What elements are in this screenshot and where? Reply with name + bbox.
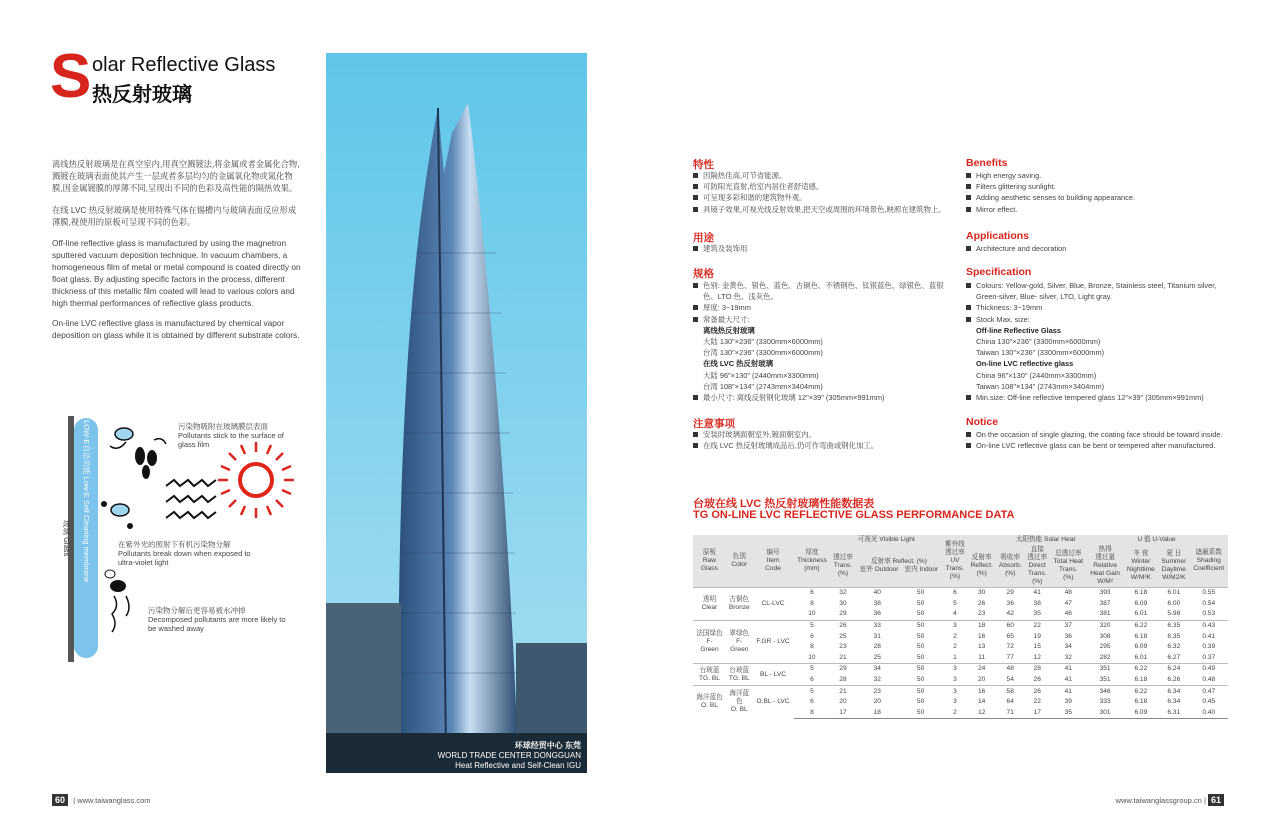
table-cell: 320 — [1087, 620, 1124, 631]
list-item: 台湾 108"×134" (2743mm×3404mm) — [703, 381, 823, 391]
table-cell: 8 — [810, 643, 814, 651]
self-cleaning-membrane-label: LOW-E自洁功能 Low-E Self Cleaning membrane — [82, 420, 91, 583]
list-item: On-line LVC reflective glass can be bent or tempered after manufactured. — [966, 440, 1228, 451]
table-cell: 21 — [839, 653, 847, 661]
table-cell: 14 — [978, 698, 986, 706]
table-cell: 50 — [916, 653, 925, 661]
table-cell: 77 — [1006, 653, 1014, 661]
table-cell: 50 — [916, 698, 925, 706]
table-cell: 6.35 — [1167, 632, 1181, 640]
col-header: 室外 Outdoor — [859, 566, 899, 573]
table-cell: 3 — [942, 664, 967, 675]
col-header: 热得 透过量 Relative Heat Gain W/M² — [1087, 545, 1124, 588]
table-cell: 0.39 — [1202, 643, 1216, 651]
table-cell: 13 — [978, 643, 986, 651]
table-cell: 301 — [1087, 708, 1124, 719]
col-header: 反射率 Reflect. (%) — [968, 545, 996, 588]
table-cell: 22 — [1025, 620, 1050, 631]
table-cell: 5 — [794, 686, 831, 697]
intro-paragraph-en-2: On-line LVC reflective glass is manufactured by chemical vapor deposition on glass while it is obtained by different substrate colors. — [52, 318, 300, 340]
table-cell: 50 — [899, 664, 942, 675]
table-body — [693, 588, 1228, 719]
list-item: 离线热反射玻璃 — [703, 325, 755, 335]
table-cell: 42 — [1006, 610, 1014, 618]
table-title-en: TG ON-LINE LVC REFLECTIVE GLASS PERFORMANCE DATA — [693, 509, 1015, 521]
table-cell: 17 — [1025, 708, 1050, 719]
table-cell: 2 — [953, 643, 957, 651]
table-cell: 40 — [856, 588, 899, 599]
table-cell: 31 — [873, 632, 881, 640]
self-cleaning-diagram — [62, 410, 306, 670]
col-header: 厚度 Thickness (mm) — [794, 535, 831, 588]
table-cell: 50 — [916, 599, 925, 607]
page-number-left: 60 — [52, 794, 68, 806]
col-header: 透过率 Trans. (%) — [830, 545, 855, 588]
table-cell: 26 — [1025, 686, 1050, 697]
benefits-heading-en: Benefits — [966, 157, 1008, 169]
list-item: 可防阳光直射,给室内居住者舒适感。 — [693, 181, 958, 192]
spec-heading-en: Specification — [966, 266, 1032, 278]
table-cell: 5 — [953, 599, 957, 607]
list-item: Adding aesthetic senses to building appearance. — [966, 192, 1228, 203]
table-cell: 6.22 — [1124, 664, 1159, 675]
table-cell: 23 — [839, 643, 847, 651]
table-row — [693, 686, 1228, 697]
features-list-cn — [693, 170, 958, 215]
table-cell: 6.26 — [1167, 676, 1181, 684]
table-cell: 6.09 — [1134, 643, 1148, 651]
table-cell: 6.34 — [1167, 698, 1181, 706]
table-cell: 0.37 — [1202, 653, 1216, 661]
table-cell: 6.18 — [1124, 588, 1159, 599]
table-cell: 295 — [1099, 643, 1111, 651]
table-cell: 16 — [968, 686, 996, 697]
applications-list-cn — [693, 243, 958, 254]
table-cell: 16 — [978, 632, 986, 640]
table-cell: 3 — [953, 698, 957, 706]
performance-table — [693, 535, 1228, 719]
table-cell: 71 — [996, 708, 1025, 719]
table-cell: 1 — [953, 653, 957, 661]
table-cell: 12 — [1033, 653, 1041, 661]
list-item: Off-line Reflective Glass — [976, 325, 1062, 335]
table-cell: 4 — [953, 610, 957, 618]
table-cell: 26 — [1033, 676, 1041, 684]
table-cell: 65 — [1006, 632, 1014, 640]
table-cell: 351 — [1087, 664, 1124, 675]
tower-illustration — [326, 53, 587, 773]
table-cell: 26 — [978, 599, 986, 607]
building-photo — [326, 53, 587, 773]
table-cell: 39 — [1064, 698, 1072, 706]
table-cell: 50 — [899, 708, 942, 719]
group-raw-cell: 台玻蓝 TG. BL — [693, 664, 726, 686]
table-cell: 20 — [978, 676, 986, 684]
list-item: 具镜子效果,可视光线反射效果,把天空或周围的环境景色,映照在建筑物上。 — [693, 204, 958, 215]
list-item: Architecture and decoration — [966, 243, 1228, 254]
col-header: 原板 Raw Glass — [693, 535, 726, 588]
intro-paragraph-cn-1: 离线热反射玻璃是在真空室内,用真空溅镀法,将金属或者金属化合物,溅镀在玻璃表面使其产生一层或者多层均匀的金属氧化物或氮化物膜,因金属镀膜的厚薄不同,呈现出不同的色彩及高性能的隔热效果。 — [52, 159, 300, 193]
list-item: On the occasion of single glazing, the coating face should be toward inside. — [966, 429, 1228, 440]
water-drop-icon — [105, 570, 129, 632]
list-item: 建筑及装饰用 — [693, 243, 958, 254]
table-cell: 29 — [830, 664, 855, 675]
table-cell: 8 — [794, 708, 831, 719]
group-code-cell: CL-LVC — [753, 588, 794, 621]
table-cell: 37 — [1050, 620, 1087, 631]
table-cell: 17 — [830, 708, 855, 719]
table-cell: 20 — [839, 698, 847, 706]
list-item: 厚度: 3~19mm — [693, 302, 955, 313]
table-cell: 381 — [1099, 610, 1111, 618]
decomposing-pollutant-icon — [101, 501, 133, 529]
table-cell: 35 — [1033, 610, 1041, 618]
spec-list-cn — [693, 280, 955, 403]
table-cell: 38 — [1033, 599, 1041, 607]
table-cell: 6 — [794, 588, 831, 599]
list-item: Filters glittering sunlight. — [966, 181, 1228, 192]
table-cell: 3 — [942, 686, 967, 697]
col-header: 吸收率 Absorb. (%) — [996, 545, 1025, 588]
table-cell: 6.18 — [1134, 698, 1148, 706]
list-item: 台湾 130"×236" (3300mm×6000mm) — [703, 348, 823, 358]
table-cell: 50 — [916, 643, 925, 651]
table-cell: 48 — [996, 664, 1025, 675]
intro-paragraph-en-1: Off-line reflective glass is manufactured by using the magnetron sputtered vacuum deposition technique. In vacuum chambers, a homogeneous film of metal or metal compound is coated directly on float glass. By adjusting specific factors in the process, different thickness of this metallic film coated will lead to various colors and high thermal performances of reflective glass products. — [52, 238, 301, 308]
footer-right: www.taiwanglassgroup.cn | 61 — [1116, 795, 1224, 805]
group-header-visible: 可视光 Visible Light — [830, 535, 942, 545]
table-cell: 6.18 — [1134, 676, 1148, 684]
group-code-cell: F.GR - LVC — [753, 620, 794, 663]
table-cell: 351 — [1099, 676, 1111, 684]
group-raw-cell: 海洋蓝色 O. BL — [693, 686, 726, 719]
table-cell: 0.41 — [1202, 632, 1216, 640]
table-cell: 2 — [942, 708, 967, 719]
uv-rays-icon — [166, 480, 216, 518]
notice-heading-en: Notice — [966, 416, 999, 428]
notice-list-cn — [693, 429, 958, 451]
table-cell: 6.34 — [1158, 686, 1189, 697]
table-cell: 346 — [1087, 686, 1124, 697]
table-cell: 5 — [794, 620, 831, 631]
list-item: 色别: 金黄色、银色、蓝色、古铜色、不锈钢色、钛银蓝色、绿银色、蓝银色、LTO 色、浅灰色。 — [693, 280, 955, 302]
group-color-cell: 古铜色 Bronze — [726, 588, 753, 621]
table-cell: 0.54 — [1202, 599, 1216, 607]
list-item: 常备最大尺寸: — [693, 314, 955, 325]
spec-list-en — [966, 280, 1228, 403]
table-cell: 393 — [1087, 588, 1124, 599]
sun-icon — [218, 442, 294, 518]
table-cell: 32 — [1064, 653, 1072, 661]
table-cell: 308 — [1099, 632, 1111, 640]
table-cell: 41 — [1050, 664, 1087, 675]
table-cell: 41 — [1025, 588, 1050, 599]
table-cell: 36 — [1006, 599, 1014, 607]
table-cell: 32 — [873, 676, 881, 684]
table-cell: 0.43 — [1189, 620, 1228, 631]
table-cell: 54 — [1006, 676, 1014, 684]
table-cell: 8 — [810, 599, 814, 607]
list-item: China 96"×130" (2440mm×3300mm) — [976, 370, 1097, 380]
list-item: Thickness: 3~19mm — [966, 302, 1228, 313]
table-cell: 6.27 — [1167, 653, 1181, 661]
footer-left: 60 | www.taiwanglass.com — [52, 795, 151, 805]
group-color-cell: 台玻蓝 TG. BL — [726, 664, 753, 686]
group-raw-cell: 法国绿色 F- Green — [693, 620, 726, 663]
list-item: 安装时玻璃面朝室外,镀面朝室内。 — [693, 429, 958, 440]
table-cell: 50 — [899, 686, 942, 697]
table-cell: 46 — [1064, 610, 1072, 618]
applications-heading-cn: 用途 — [693, 232, 714, 244]
table-cell: 72 — [1006, 643, 1014, 651]
table-cell: 34 — [856, 664, 899, 675]
list-item: Colours: Yellow-gold, Silver, Blue, Bronze, Stainless steel, Titanium silver, Green-silver, Blue- silver, LTO, Light gray. — [966, 280, 1228, 302]
table-cell: 29 — [996, 588, 1025, 599]
photo-caption-sub: Heat Reflective and Self-Clean IGU — [455, 761, 581, 770]
list-item: China 130"×236" (3300mm×6000mm) — [976, 337, 1101, 347]
list-item: On-line LVC reflective glass — [976, 359, 1074, 369]
table-cell: 23 — [978, 610, 986, 618]
subgroup-header-reflect — [856, 545, 943, 588]
table-cell: 28 — [839, 676, 847, 684]
table-cell: 6.22 — [1124, 620, 1159, 631]
table-cell: 3 — [942, 620, 967, 631]
table-cell: 25 — [839, 632, 847, 640]
group-color-cell: 海洋蓝 色 O. BL — [726, 686, 753, 719]
table-cell: 28 — [873, 643, 881, 651]
footer-url-right[interactable]: www.taiwanglassgroup.cn — [1115, 796, 1202, 805]
table-cell: 50 — [916, 676, 925, 684]
table-cell: 36 — [1064, 632, 1072, 640]
table-cell: 2 — [953, 632, 957, 640]
list-item: 大陆 96"×130" (2440mm×3300mm) — [703, 370, 819, 380]
table-cell: 0.48 — [1202, 676, 1216, 684]
col-header: 冬 夜 Winter Nighttime W/M²K — [1124, 545, 1159, 588]
table-cell: 0.45 — [1202, 698, 1216, 706]
list-item: Mirror effect. — [966, 204, 1228, 215]
table-cell: 0.47 — [1189, 686, 1228, 697]
table-cell: 6.00 — [1167, 599, 1181, 607]
list-item: 因隔热佳高,可节省能源。 — [693, 170, 958, 181]
table-cell: 50 — [916, 610, 925, 618]
intro-paragraph-cn-2: 在线 LVC 热反射玻璃是使用特殊气体在锡槽内与玻璃表面反应形成薄膜,视使用的原板可呈现不同的色彩。 — [52, 205, 297, 227]
table-cell: 6.18 — [1134, 632, 1148, 640]
list-item: Taiwan 108"×134" (2743mm×3404mm) — [976, 381, 1105, 391]
table-cell: 29 — [839, 610, 847, 618]
table-cell: 21 — [830, 686, 855, 697]
col-header: 直接 透过率 Direct Trans. (%) — [1025, 545, 1050, 588]
glass-label: 玻璃 Glass — [62, 520, 71, 557]
applications-list-en — [966, 243, 1228, 254]
table-cell: 32 — [830, 588, 855, 599]
table-cell: 48 — [1050, 588, 1087, 599]
table-cell: 58 — [996, 686, 1025, 697]
table-cell: 333 — [1099, 698, 1111, 706]
photo-caption-cn: 环球经贸中心 东莞 — [514, 741, 581, 750]
table-cell: 6 — [810, 632, 814, 640]
table-row — [693, 664, 1228, 675]
list-item: Taiwan 130"×236" (3300mm×6000mm) — [976, 348, 1105, 358]
step1-label-en: Pollutants stick to the surface of glass film — [178, 431, 284, 449]
table-cell: 30 — [968, 588, 996, 599]
applications-heading-en: Applications — [966, 230, 1030, 242]
list-item: High energy saving. — [966, 170, 1228, 181]
table-row — [693, 588, 1228, 599]
table-cell: 41 — [1050, 686, 1087, 697]
notice-list-en — [966, 429, 1228, 451]
table-cell: 6.24 — [1158, 664, 1189, 675]
table-cell: 38 — [873, 599, 881, 607]
list-item: Stock Max. size: — [966, 314, 1228, 325]
step3-label-en: Decomposed pollutants are more likely to be washed away — [148, 615, 286, 633]
table-cell: 6 — [810, 676, 814, 684]
group-code-cell: O.BL - LVC — [753, 686, 794, 719]
table-cell: 36 — [873, 610, 881, 618]
list-item: 最小尺寸: 离线反射钢化玻璃 12"×39" (305mm×991mm) — [693, 392, 955, 403]
table-title-cn: 台玻在线 LVC 热反射玻璃性能数据表 — [693, 498, 875, 510]
pollutant-drop-icon — [110, 428, 166, 479]
list-item: 在线 LVC 热反射玻璃成品后,仍可作弯曲或钢化加工。 — [693, 440, 958, 451]
table-cell: 47 — [1064, 599, 1072, 607]
step2-label-en: Pollutants break down when exposed to ultra-violet light — [118, 549, 251, 567]
table-cell: 12 — [968, 708, 996, 719]
spec-heading-cn: 规格 — [693, 268, 714, 280]
list-item: 在线 LVC 热反射玻璃 — [703, 359, 774, 369]
table-cell: 10 — [808, 653, 816, 661]
group-code-cell: BL - LVC — [753, 664, 794, 686]
table-cell: 6.22 — [1124, 686, 1159, 697]
table-cell: 35 — [1050, 708, 1087, 719]
features-heading-cn: 特性 — [693, 159, 714, 171]
table-cell: 22 — [1033, 698, 1041, 706]
photo-caption-en: WORLD TRADE CENTER DONGGUAN — [437, 751, 581, 760]
table-cell: 20 — [873, 698, 881, 706]
list-item: 大陆 130"×236" (3300mm×6000mm) — [703, 337, 823, 347]
table-cell: 64 — [1006, 698, 1014, 706]
table-cell: 50 — [899, 620, 942, 631]
footer-url-left[interactable]: www.taiwanglass.com — [77, 796, 151, 805]
table-row — [693, 620, 1228, 631]
table-cell: 6.01 — [1158, 588, 1189, 599]
table-cell: 28 — [1025, 664, 1050, 675]
table-cell: 11 — [978, 653, 986, 661]
table-cell: 25 — [873, 653, 881, 661]
group-raw-cell: 透明 Clear — [693, 588, 726, 621]
table-cell: 0.55 — [1189, 588, 1228, 599]
table-cell: 6.01 — [1134, 653, 1148, 661]
col-header: 遮蔽系数 Shading Coefficient — [1189, 535, 1228, 588]
group-header-u: U 值 U-Value — [1124, 535, 1190, 545]
benefits-list-en — [966, 170, 1228, 215]
table-cell: 23 — [856, 686, 899, 697]
table-cell: 33 — [856, 620, 899, 631]
col-header: 夏 日 Summer Daytime W/M2/K — [1158, 545, 1189, 588]
table-cell: 34 — [1064, 643, 1072, 651]
col-header: 总透过率 Total Heat Trans. (%) — [1050, 545, 1087, 588]
table-cell: 10 — [808, 610, 816, 618]
table-cell: 6.35 — [1158, 620, 1189, 631]
table-cell: 60 — [996, 620, 1025, 631]
table-cell: 6.09 — [1134, 599, 1148, 607]
title-initial-letter: S — [50, 42, 92, 111]
table-cell: 3 — [953, 676, 957, 684]
col-header: 紫外线 透过率 UV Trans. (%) — [942, 535, 967, 588]
table-cell: 50 — [899, 588, 942, 599]
table-cell: 6 — [810, 698, 814, 706]
list-item: 可呈现多彩和谐的建筑物外观。 — [693, 192, 958, 203]
table-cell: 50 — [916, 632, 925, 640]
table-cell: 5 — [794, 664, 831, 675]
table-cell: 282 — [1099, 653, 1111, 661]
table-cell: 18 — [968, 620, 996, 631]
step2-label-cn: 在紫外光的照射下有机污染物分解 — [118, 540, 231, 549]
table-cell: 18 — [856, 708, 899, 719]
col-header: 色别 Color — [726, 535, 753, 588]
table-cell: 41 — [1064, 676, 1072, 684]
table-cell: 26 — [830, 620, 855, 631]
list-item: Min.size: Off-line reflective tempered glass 12"×39" (305mm×991mm) — [966, 392, 1228, 403]
table-cell: 6.31 — [1158, 708, 1189, 719]
table-cell: 30 — [839, 599, 847, 607]
group-header-solar: 太阳热能 Solar Heat — [968, 535, 1124, 545]
notice-heading-cn: 注意事项 — [693, 418, 735, 430]
table-cell: 6.32 — [1167, 643, 1181, 651]
subgroup-header-reflect-text: 反射率 Reflect. (%) — [870, 558, 927, 565]
col-header: 室内 Indoor — [904, 566, 939, 573]
table-cell: 19 — [1033, 632, 1041, 640]
page-title-en: olar Reflective Glass — [92, 54, 276, 76]
col-header: 编号 Item Code — [753, 535, 794, 588]
table-cell: 387 — [1099, 599, 1111, 607]
table-cell: 24 — [968, 664, 996, 675]
table-cell: 6.09 — [1124, 708, 1159, 719]
page-number-right: 61 — [1208, 794, 1224, 806]
table-cell: 0.49 — [1189, 664, 1228, 675]
step1-label-cn: 污染物吸附在玻璃膜层表面 — [178, 422, 268, 431]
table-cell: 15 — [1033, 643, 1041, 651]
table-cell: 6 — [942, 588, 967, 599]
table-cell: 0.53 — [1202, 610, 1216, 618]
table-cell: 5.98 — [1167, 610, 1181, 618]
page-title-cn: 热反射玻璃 — [92, 84, 192, 106]
table-cell: 6.01 — [1134, 610, 1148, 618]
group-color-cell: 翠绿色 F- Green — [726, 620, 753, 663]
step3-label-cn: 污染物分解后更容易被水冲掉 — [148, 606, 246, 615]
table-cell: 0.40 — [1189, 708, 1228, 719]
